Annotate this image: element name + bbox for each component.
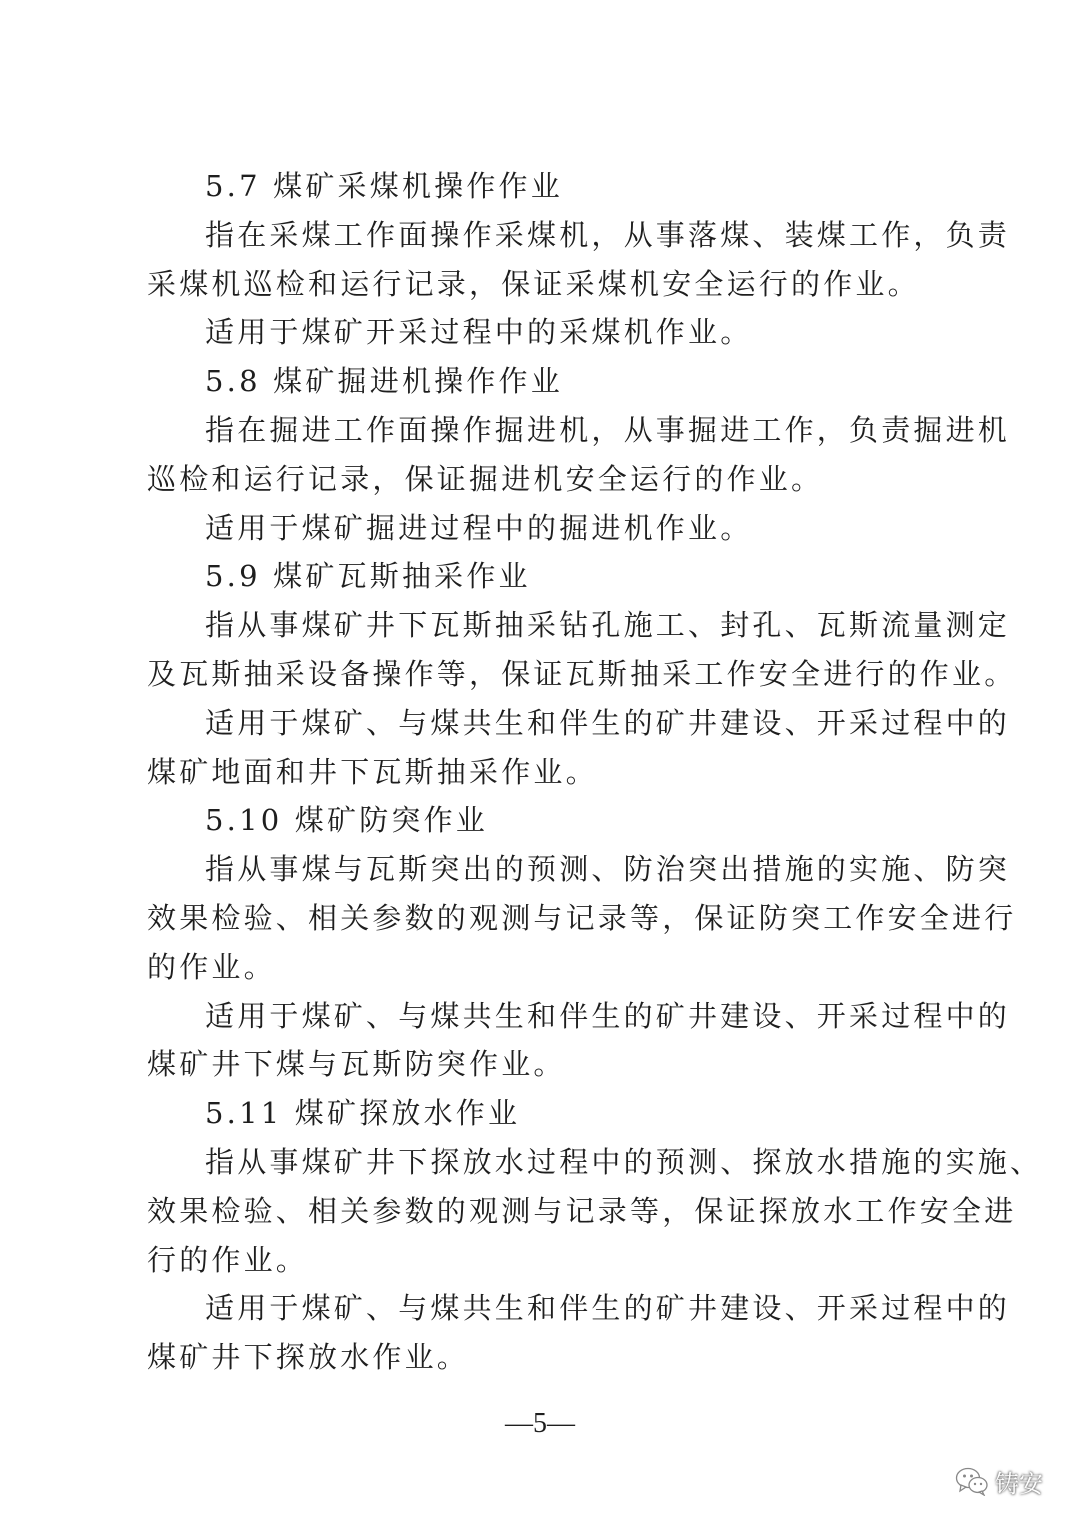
text-line: 煤矿井下探放水作业。 bbox=[147, 1340, 470, 1375]
text-line: 5.7 煤矿采煤机操作作业 bbox=[205, 169, 563, 203]
document-body bbox=[147, 162, 1043, 1382]
text-line: 行的作业。 bbox=[147, 1242, 309, 1277]
text-line: 指在采煤工作面操作采煤机，从事落煤、装煤工作，负责 bbox=[205, 217, 1011, 252]
text-line: 效果检验、相关参数的观测与记录等，保证防突工作安全进行 bbox=[147, 900, 1017, 935]
text-line: 5.11 煤矿探放水作业 bbox=[205, 1096, 521, 1131]
text-line: 适用于煤矿、与煤共生和伴生的矿井建设、开采过程中的 bbox=[205, 705, 1011, 740]
text-line: 煤矿地面和井下瓦斯抽采作业。 bbox=[147, 754, 598, 789]
text-line: 5.8 煤矿掘进机操作作业 bbox=[205, 364, 563, 399]
page-number: —5— bbox=[505, 1408, 575, 1439]
watermark-text: 铸安 bbox=[995, 1469, 1043, 1498]
text-line: 效果检验、相关参数的观测与记录等，保证探放水工作安全进 bbox=[147, 1193, 1017, 1228]
text-line: 适用于煤矿、与煤共生和伴生的矿井建设、开采过程中的 bbox=[205, 1291, 1011, 1326]
text-line: 指在掘进工作面操作掘进机，从事掘进工作，负责掘进机 bbox=[205, 412, 1011, 447]
text-line: 5.9 煤矿瓦斯抽采作业 bbox=[205, 559, 531, 594]
text-line: 巡检和运行记录，保证掘进机安全运行的作业。 bbox=[147, 461, 824, 496]
text-line: 指从事煤矿井下瓦斯抽采钻孔施工、封孔、瓦斯流量测定 bbox=[205, 608, 1011, 643]
wechat-icon bbox=[955, 1466, 989, 1496]
text-line: 适用于煤矿、与煤共生和伴生的矿井建设、开采过程中的 bbox=[205, 998, 1011, 1033]
text-line: 指从事煤矿井下探放水过程中的预测、探放水措施的实施、 bbox=[205, 1144, 1043, 1179]
text-line: 及瓦斯抽采设备操作等，保证瓦斯抽采工作安全进行的作业。 bbox=[147, 656, 1017, 691]
text-line: 指从事煤与瓦斯突出的预测、防治突出措施的实施、防突 bbox=[205, 852, 1011, 887]
text-line: 适用于煤矿开采过程中的采煤机作业。 bbox=[205, 315, 753, 350]
text-line: 的作业。 bbox=[147, 949, 276, 984]
watermark bbox=[955, 1461, 1043, 1501]
text-line: 采煤机巡检和运行记录，保证采煤机安全运行的作业。 bbox=[147, 266, 920, 301]
text-line: 5.10 煤矿防突作业 bbox=[205, 803, 488, 838]
text-line: 适用于煤矿掘进过程中的掘进机作业。 bbox=[205, 510, 753, 545]
text-line: 煤矿井下煤与瓦斯防突作业。 bbox=[147, 1047, 566, 1082]
